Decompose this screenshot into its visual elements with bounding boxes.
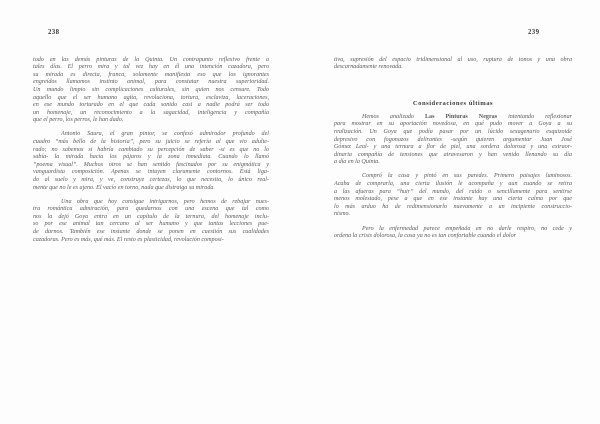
right-page-text-block — [334, 57, 572, 241]
text-line: para mostrar en su aportación novedosa, en qué pudo mover a Goya a su — [334, 121, 572, 128]
page-left — [33, 29, 269, 244]
text-line: que el perro, los perros, le han dado. — [33, 117, 124, 124]
text-line: depresivo con fogonazos delirantes -según quieren argumentar Juan José — [334, 136, 572, 143]
text-line: engreídos llamamos instinto animal, para constatar nuestra superioridad. — [33, 79, 269, 86]
text-line: nos la dejó Goya entra en un capítulo de la ternura, del homenaje inclu- — [33, 213, 269, 220]
paragraph — [334, 114, 572, 167]
text-line: a día en la Quinta. — [334, 159, 380, 166]
paragraph — [33, 199, 269, 245]
text-line: Acaba de comprarla, una cierta ilusión le acompaña y aun cuando se retira — [334, 181, 572, 188]
text-line: tales días. El perro mira y tal vez hay en él una intención cazadora, pero — [33, 64, 269, 71]
text-line: tiva, supresión del espacio tridimensional al uso, ruptura de tonos y una obra — [334, 56, 572, 63]
text-line: “poema visual”. Muchos otros se han sentido fascinados por su enigmática y — [33, 161, 269, 168]
paragraph — [33, 131, 269, 192]
page-number-right: 239 — [528, 29, 540, 36]
text-line: rado; no sabemos si habría cambiado su percepción de saber -si es que no lo — [33, 146, 269, 153]
text-line: so por ese animal tan cercano al ser humano y que tantas lecciones pue- — [33, 221, 269, 228]
text-line: todo en las demás pinturas de la Quinta. Un contrapunto reflexivo frente a — [33, 56, 269, 63]
text-line: do al suelo y mira, y ve, construye certezas, lo que necesita, lo único real- — [33, 177, 269, 183]
text-line: Una obra que hoy consigue intrigarnos, pero hemos de rebajar nues- — [61, 198, 269, 205]
text-line: de darnos. También ese instante donde se ponen en cuestión sus cualidades — [33, 229, 269, 236]
page-right — [334, 29, 572, 241]
right-page-top-paragraphs — [334, 57, 572, 72]
paragraph — [334, 226, 572, 241]
text-line: Antonio Saura, el gran pintor, se confesó admirador profundo del — [61, 131, 269, 138]
text-line: Gómez Leal- y una ternura a flor de piel, una sordera dolorosa y una extraor- — [334, 144, 572, 151]
paragraph — [33, 57, 269, 125]
text-line: cuadro “más bello de la historia”, pero su juicio se refería al que vio adulte- — [33, 139, 269, 146]
text-line: Pero la enfermedad parece empeñada en no darle respiro, no cede y — [362, 225, 572, 232]
left-page-text-block — [33, 57, 269, 245]
text-line: menos molestado, pese a que en ese instante hay una cierta calma por que — [334, 196, 572, 203]
text-line: ordena la crisis dolorosa, la casa ya no es tan confortable cuando el dolor — [334, 233, 517, 240]
paragraph — [334, 173, 572, 219]
text-line: cazadoras. Pero es más, qué más. El resto es plasticidad, revolución composi- — [33, 236, 224, 243]
bold-phrase: Las Pinturas Negras — [424, 113, 498, 120]
section-heading: Consideraciones últimas — [412, 99, 494, 107]
text-line: dinaria compañía de tensiones que atravesaron y han venido llenando su día — [334, 151, 572, 158]
text-line: sabía- la mirada hacia los pájaros y la zona inmediata. Cuando lo llamó — [33, 154, 269, 161]
text-line: un homenaje, un reconocimiento a la sagacidad, inteligencia y compañía — [33, 109, 269, 116]
text-line: realización. Un Goya que podía pasar por un lúcido sexagenario esquizoide — [334, 128, 572, 135]
paragraph — [334, 57, 572, 72]
text-line: mente que no le es ajeno. El vacío en torno, nada que distraiga su mirada. — [33, 184, 215, 191]
text-line: aquello que el ser humano agita, revoluciona, tortura, esclaviza, laceraciones, — [33, 94, 269, 101]
text-line: lo más arduo ha de redimensionarlo nuevamente a un incipiente construccio- — [334, 203, 572, 210]
text-line: descarnadamente renovada. — [334, 64, 403, 71]
text-line: vanguardista composición. Apenas se intuyen claramente contornos. Está liga- — [33, 169, 269, 176]
right-page-bottom-paragraphs — [334, 114, 572, 241]
text-line: su mirada es directa, franca, solamente manifiesta eso que los ignorantes — [33, 71, 269, 78]
text-line: Compró la casa y pintó en sus paredes. Primero paisajes luminosos. — [362, 173, 572, 180]
text-line: tra romántica admiración, para quedarnos con una escena que tal como — [33, 206, 269, 213]
text-line: a las afueras para “huir” del mundo, del ruido o sencillamente para sentirse — [334, 188, 572, 195]
text-line: en ese mundo torturado en el que cada sonido casi a nadie podrá ser todo — [33, 102, 269, 109]
text-line: Un mundo limpio sin complicaciones culturales, sin quien nos censure. Todo — [33, 86, 269, 93]
page-number-left: 238 — [48, 29, 60, 36]
text-line: nismo. — [334, 211, 351, 218]
text-line: Hemos analizado Las Pinturas Negras intentando reflexionar — [362, 113, 572, 120]
